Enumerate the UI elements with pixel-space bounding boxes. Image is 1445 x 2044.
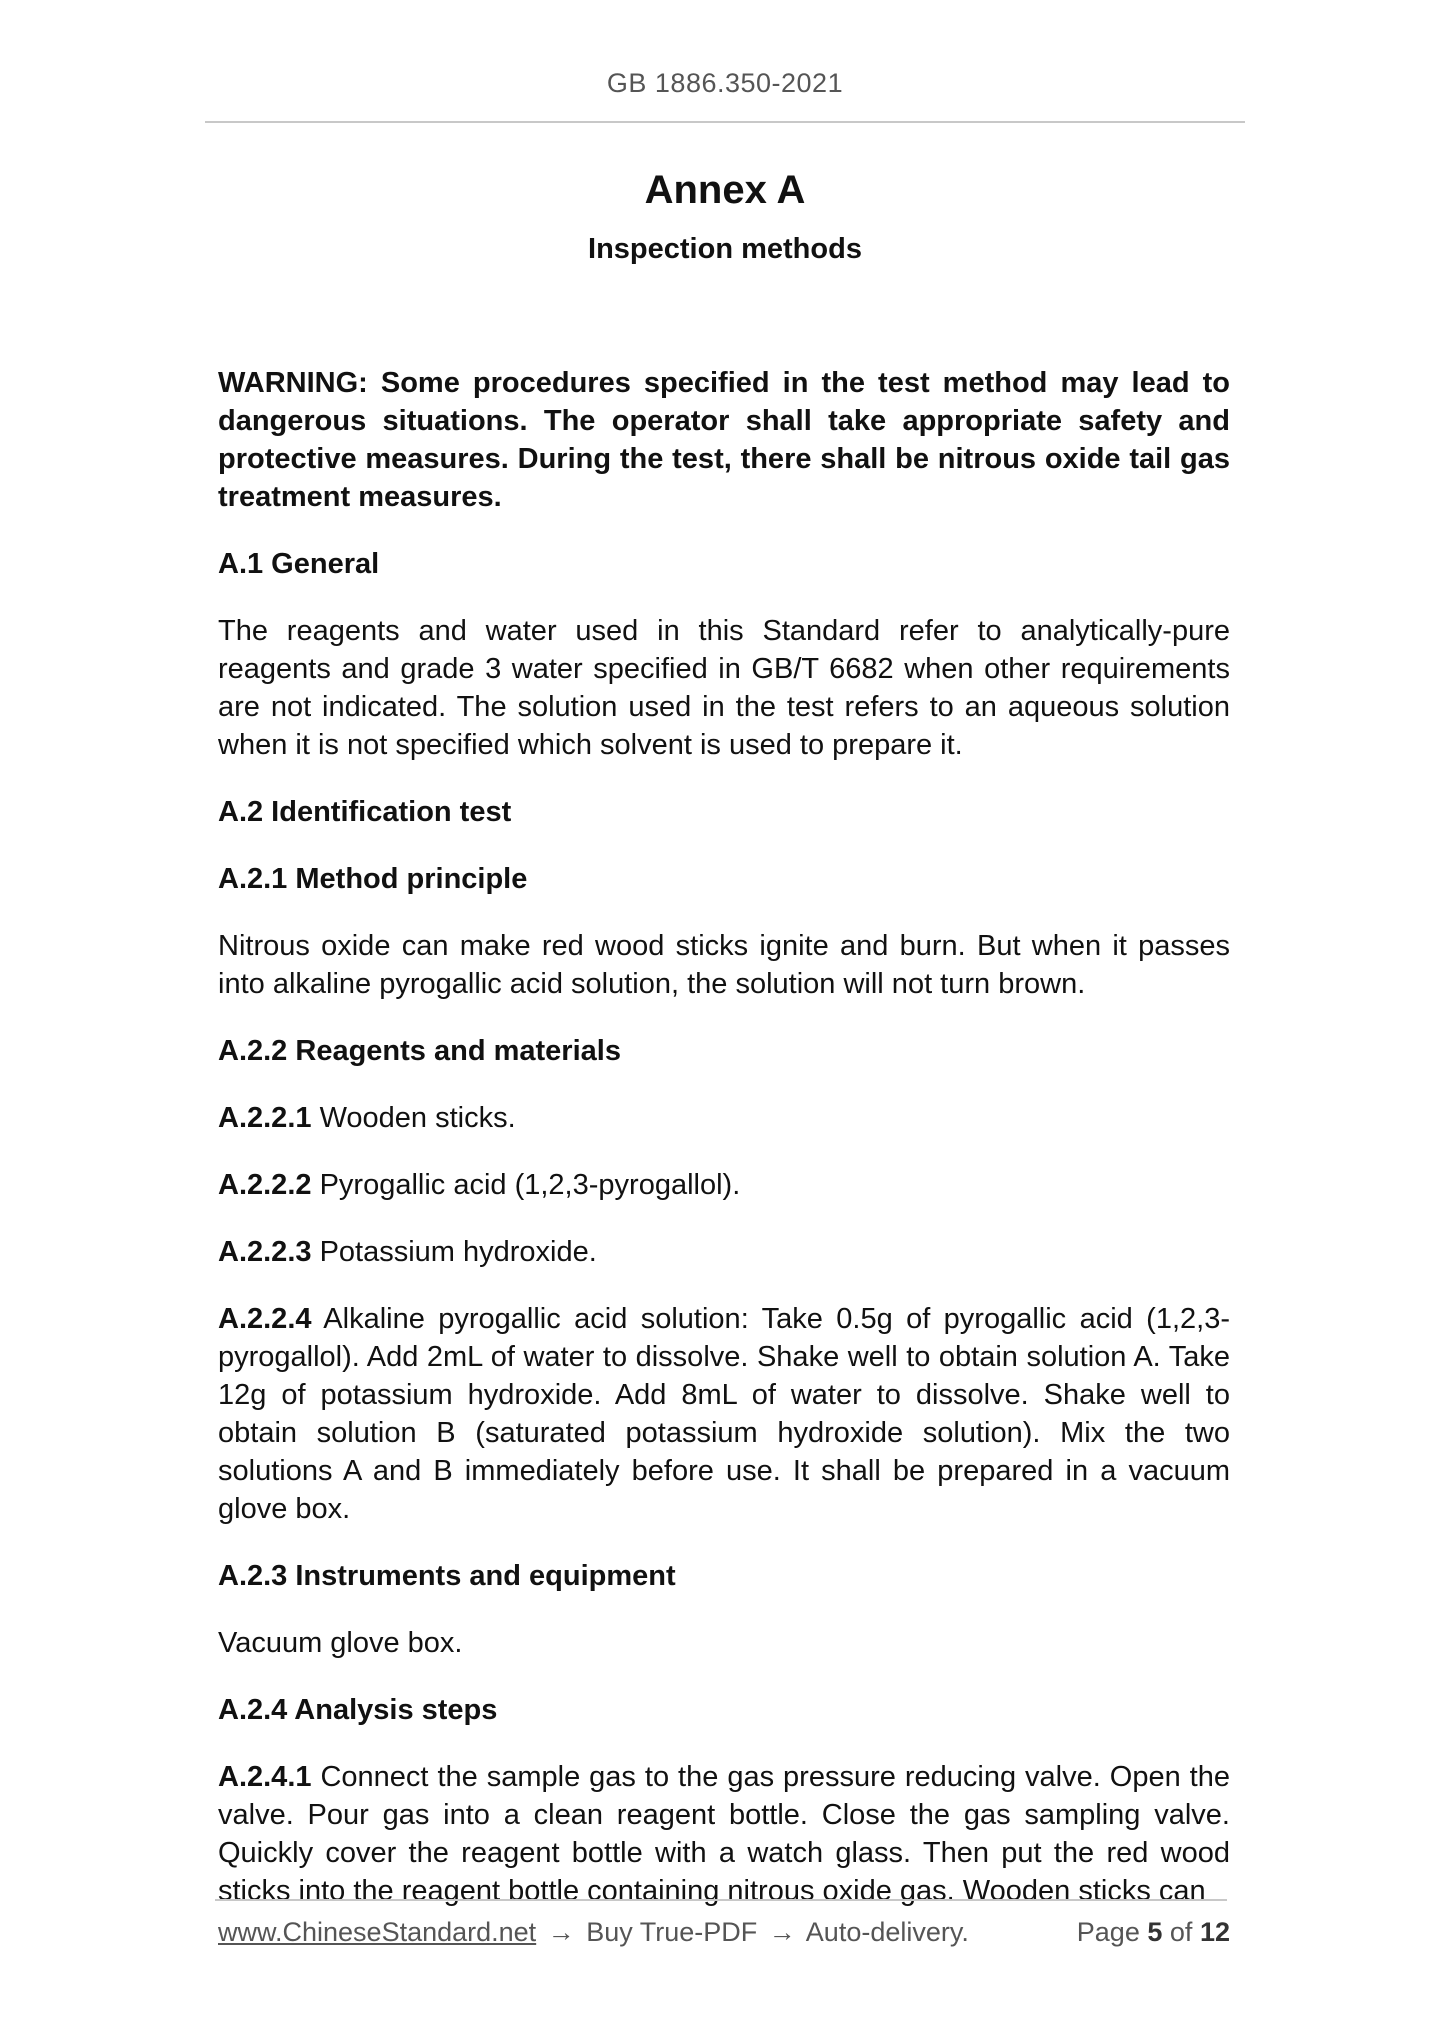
annex-subtitle: Inspection methods — [588, 233, 862, 265]
clause-a221 — [218, 1099, 1230, 1137]
clause-text: Alkaline pyrogallic acid solution: Take 0.5g of pyrogallic acid (1,2,3-pyrogallol). Add 2mL of water to dissolve. Shake well to obtain solution A. Take 12g of potassium hydroxide. Add 8mL of water to dissolve. Shake well to obtain solution B (saturated potassium hydroxide solution). Mix the two solutions A and B immediately before use. It shall be prepared in a vacuum glove box. — [218, 1303, 1230, 1525]
footer-divider — [215, 1899, 1227, 1901]
arrow-right-icon: → — [768, 1917, 796, 1947]
of-label: of — [1169, 1917, 1193, 1947]
annex-title: Annex A — [644, 168, 806, 212]
section-heading-a22: A.2.2 Reagents and materials — [218, 1035, 621, 1067]
section-heading-a1: A.1 General — [218, 548, 380, 580]
section-heading-a23: A.2.3 Instruments and equipment — [218, 1560, 676, 1592]
page-indicator — [1077, 1917, 1230, 1948]
document-body — [218, 364, 1230, 1939]
section-heading-a21: A.2.1 Method principle — [218, 863, 528, 895]
clause-number: A.2.2.2 — [218, 1169, 312, 1201]
current-page-number: 5 — [1147, 1917, 1163, 1947]
page-label: Page — [1076, 1917, 1140, 1947]
clause-text: Potassium hydroxide. — [319, 1236, 597, 1268]
auto-delivery-text: Auto-delivery. — [805, 1917, 969, 1947]
page-footer — [218, 1917, 1230, 1948]
clause-text: Pyrogallic acid (1,2,3-pyrogallol). — [319, 1169, 741, 1201]
header-divider — [205, 121, 1245, 123]
clause-text: Wooden sticks. — [319, 1102, 516, 1134]
total-page-count: 12 — [1199, 1917, 1230, 1947]
paragraph-a23: Vacuum glove box. — [218, 1627, 463, 1659]
clause-number: A.2.2.3 — [218, 1236, 312, 1268]
section-heading-a24: A.2.4 Analysis steps — [218, 1694, 498, 1726]
paragraph-a1: The reagents and water used in this Standard refer to analytically-pure reagents and grade 3 water specified in GB/T 6682 when other requirements are not indicated. The solution used in the test refers to an aqueous solution when it is not specified which solvent is used to prepare it. — [218, 615, 1230, 761]
clause-a241 — [218, 1758, 1230, 1910]
clause-a223 — [218, 1233, 1230, 1271]
clause-a224 — [218, 1300, 1230, 1528]
paragraph-a21: Nitrous oxide can make red wood sticks ignite and burn. But when it passes into alkaline pyrogallic acid solution, the solution will not turn brown. — [218, 930, 1230, 1000]
document-id-header: GB 1886.350-2021 — [606, 68, 844, 98]
clause-number: A.2.2.4 — [218, 1303, 312, 1335]
clause-number: A.2.2.1 — [218, 1102, 312, 1134]
buy-pdf-text: Buy True-PDF — [586, 1917, 758, 1947]
section-heading-a2: A.2 Identification test — [218, 796, 512, 828]
clause-text: Connect the sample gas to the gas pressure reducing valve. Open the valve. Pour gas into a clean reagent bottle. Close the gas sampling valve. Quickly cover the reagent bottle with a watch glass. Then put the red wood sticks into the reagent bottle containing nitrous oxide gas. Wooden sticks can — [218, 1761, 1230, 1907]
website-link[interactable]: www.ChineseStandard.net — [218, 1917, 537, 1947]
arrow-right-icon: → — [547, 1917, 575, 1947]
clause-a222 — [218, 1166, 1230, 1204]
clause-number: A.2.4.1 — [218, 1761, 312, 1793]
warning-paragraph: WARNING: Some procedures specified in the test method may lead to dangerous situations. The operator shall take appropriate safety and protective measures. During the test, there shall be nitrous oxide tail gas treatment measures. — [218, 367, 1230, 513]
